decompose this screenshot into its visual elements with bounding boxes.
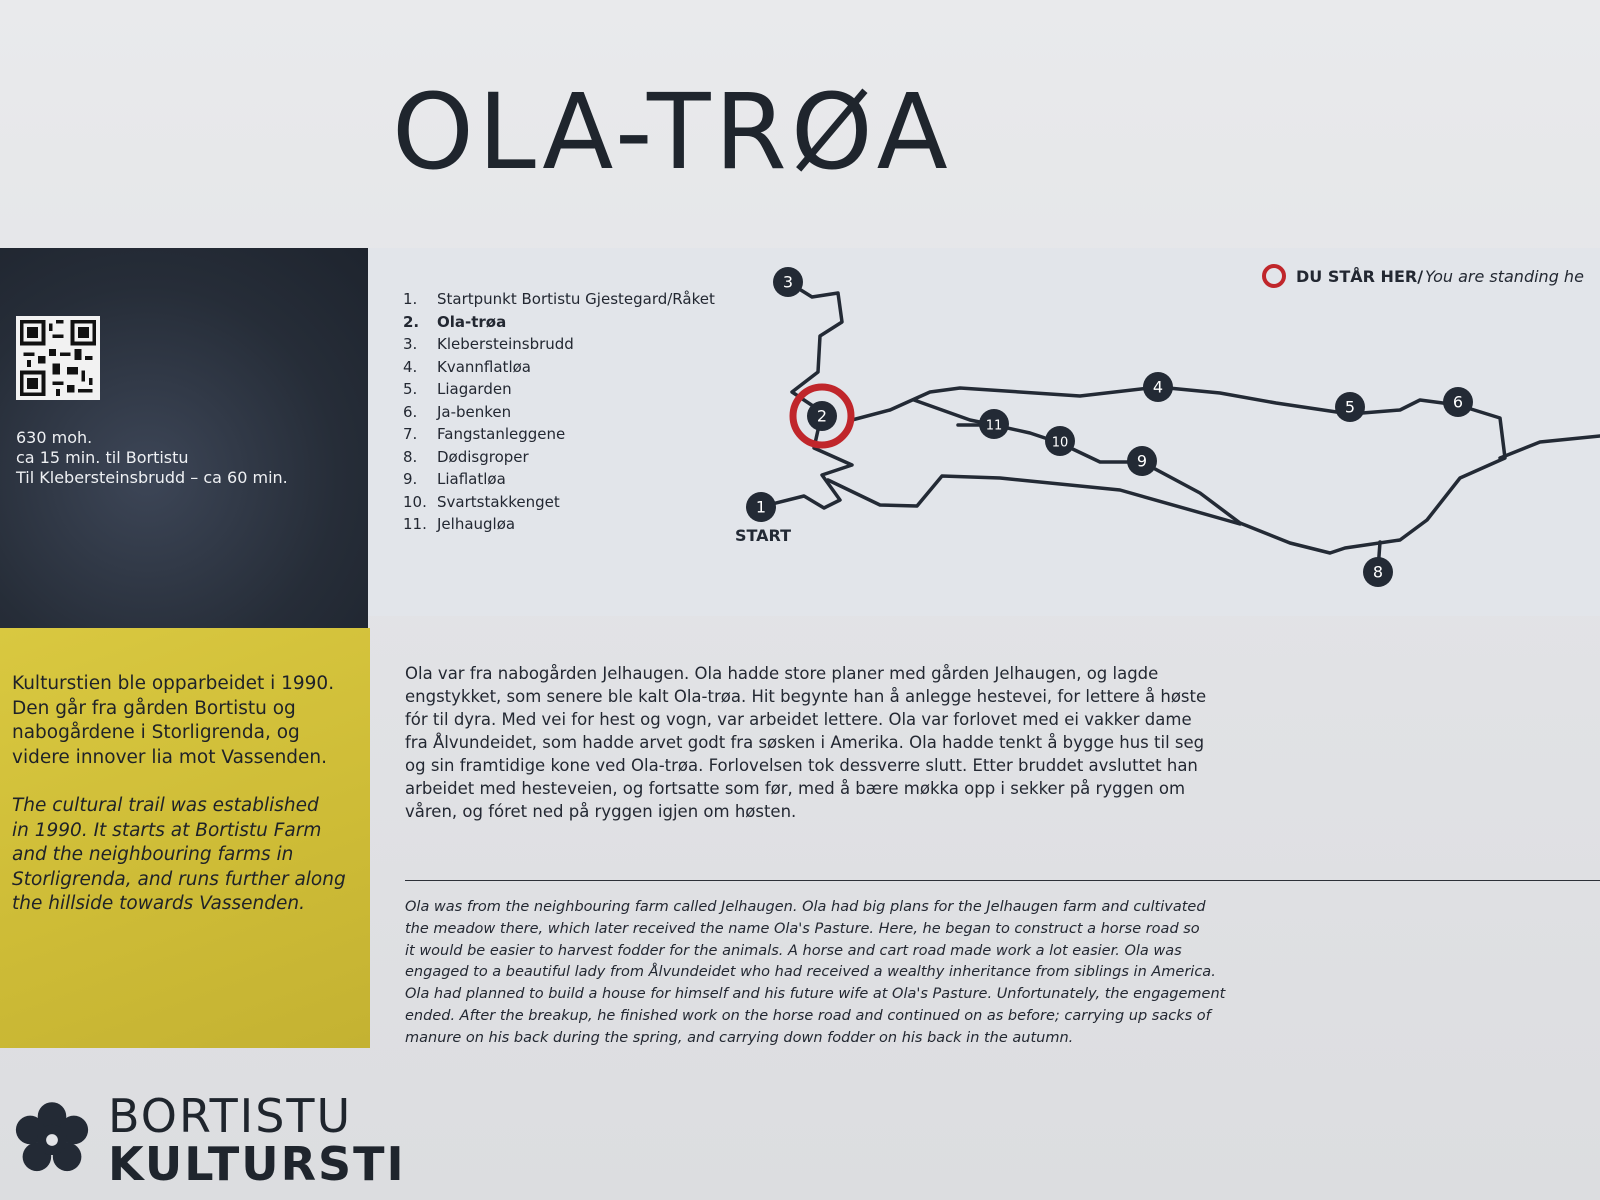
section-divider [405, 880, 1600, 881]
marker-label: 11 [985, 418, 1003, 434]
map-marker-9 [1127, 446, 1157, 476]
story-english: Ola was from the neighbouring farm called Jelhaugen. Ola had big plans for the Jelhaugen farm and cultivated the meadow there, which later received the name Ola's Pasture. Here, he began to construct a horse road so it would be easier to harvest fodder for the animals. A horse and cart road made work a lot easier. Ola was engaged to a beautiful lady from Ålvundeidet who had received a wealthy inheritance from siblings in America. Ola had planned to build a house for himself and his future wife at Ola's Pasture. Unfortunately, the engagement ended. After the breakup, he finished work on the horse road and continued on as before; carrying up sacks of manure on his back during the spring, and carrying down fodder on his back in the autumn. [405, 899, 1226, 1046]
trail-routes [760, 282, 1600, 570]
legend-item: 4. Kvannflatløa [403, 357, 531, 376]
map-marker-11 [979, 409, 1009, 439]
time-bortistu-text: ca 15 min. til Bortistu [16, 448, 189, 467]
sign-title: OLA-TRØA [392, 71, 952, 193]
map-marker-10 [1045, 426, 1075, 456]
you-are-here-en: You are standing he [1425, 266, 1584, 286]
map-marker-2 [793, 387, 851, 445]
legend-item: 10. Svartstakkenget [403, 492, 560, 511]
marker-label: 5 [1344, 397, 1356, 417]
map-marker-1 [746, 492, 776, 522]
intro-no: Kulturstien ble opparbeidet i 1990. Den går fra gården Bortistu og nabogårdene i Storligrenda, og videre innover lia mot Vassenden. [12, 673, 335, 768]
marker-label: 1 [755, 497, 767, 517]
marker-label: 6 [1452, 392, 1464, 412]
map-marker-4 [1143, 372, 1173, 402]
time-kleber-text: Til Klebersteinsbrudd – ca 60 min. [16, 468, 288, 487]
legend-item: 6. Ja-benken [403, 402, 512, 421]
elevation-text: 630 moh. [16, 428, 93, 447]
logo-line-1: BORTISTU [108, 1089, 353, 1143]
start-label: START [734, 526, 792, 545]
you-are-here-no: DU STÅR HER/ [1296, 266, 1424, 286]
legend-item: 1. Startpunkt Bortistu Gjestegard/Råket [403, 290, 715, 308]
legend-item: 11. Jelhaugløa [403, 515, 516, 533]
legend-item: 8. Dødisgroper [403, 447, 529, 466]
map-marker-5 [1335, 392, 1365, 422]
bortistu-logo [10, 1089, 406, 1191]
legend-item: 5. Liagarden [403, 380, 512, 398]
legend-item-current: 2. Ola-trøa [403, 312, 507, 331]
story-norwegian: Ola var fra nabogården Jelhaugen. Ola hadde store planer med gården Jelhaugen, og lagde engstykket, som senere ble kalt Ola-trøa. Hit begynte han å anlegge hestevei, for lettere å høste fór til dyra. Med vei for hest og vogn, var arbeidet lettere. Ola var forlovet med ei vakker dame fra Ålvundeidet, som hadde arvet godt fra søsken i Amerika. Ola hadde tenkt å bygge hus til seg og sin framtidige kone ved Ola-trøa. Forlovelsen tok dessverre slutt. Etter bruddet avsluttet han arbeidet med hesteveien, og fortsatte som før, med å bære møkka opp i sekker på ryggen om våren, og fóret ned på ryggen igjen om høsten. [405, 664, 1207, 821]
route-main [852, 387, 1505, 553]
marker-label: 3 [782, 272, 794, 292]
flower-emblem-icon [10, 1098, 94, 1182]
legend-item: 7. Fangstanleggene [403, 425, 566, 443]
map-marker-6 [1443, 387, 1473, 417]
route-east [1500, 436, 1600, 458]
legend-item: 9. Liaflatløa [403, 470, 506, 488]
map-marker-3 [773, 267, 803, 297]
legend-item: 3. Klebersteinsbrudd [403, 335, 574, 353]
marker-label: 2 [816, 406, 828, 426]
map-marker-8 [1363, 557, 1393, 587]
marker-label: 10 [1051, 435, 1069, 451]
marker-label: 9 [1136, 451, 1148, 471]
intro-text [12, 672, 362, 917]
marker-label: 8 [1372, 562, 1384, 582]
intro-en: The cultural trail was established in 1990. It starts at Bortistu Farm and the neighbouring farms in Storligrenda, and runs further along the hillside towards Vassenden. [12, 795, 346, 914]
logo-line-2: KULTURSTI [108, 1137, 406, 1191]
marker-label: 4 [1152, 377, 1164, 397]
